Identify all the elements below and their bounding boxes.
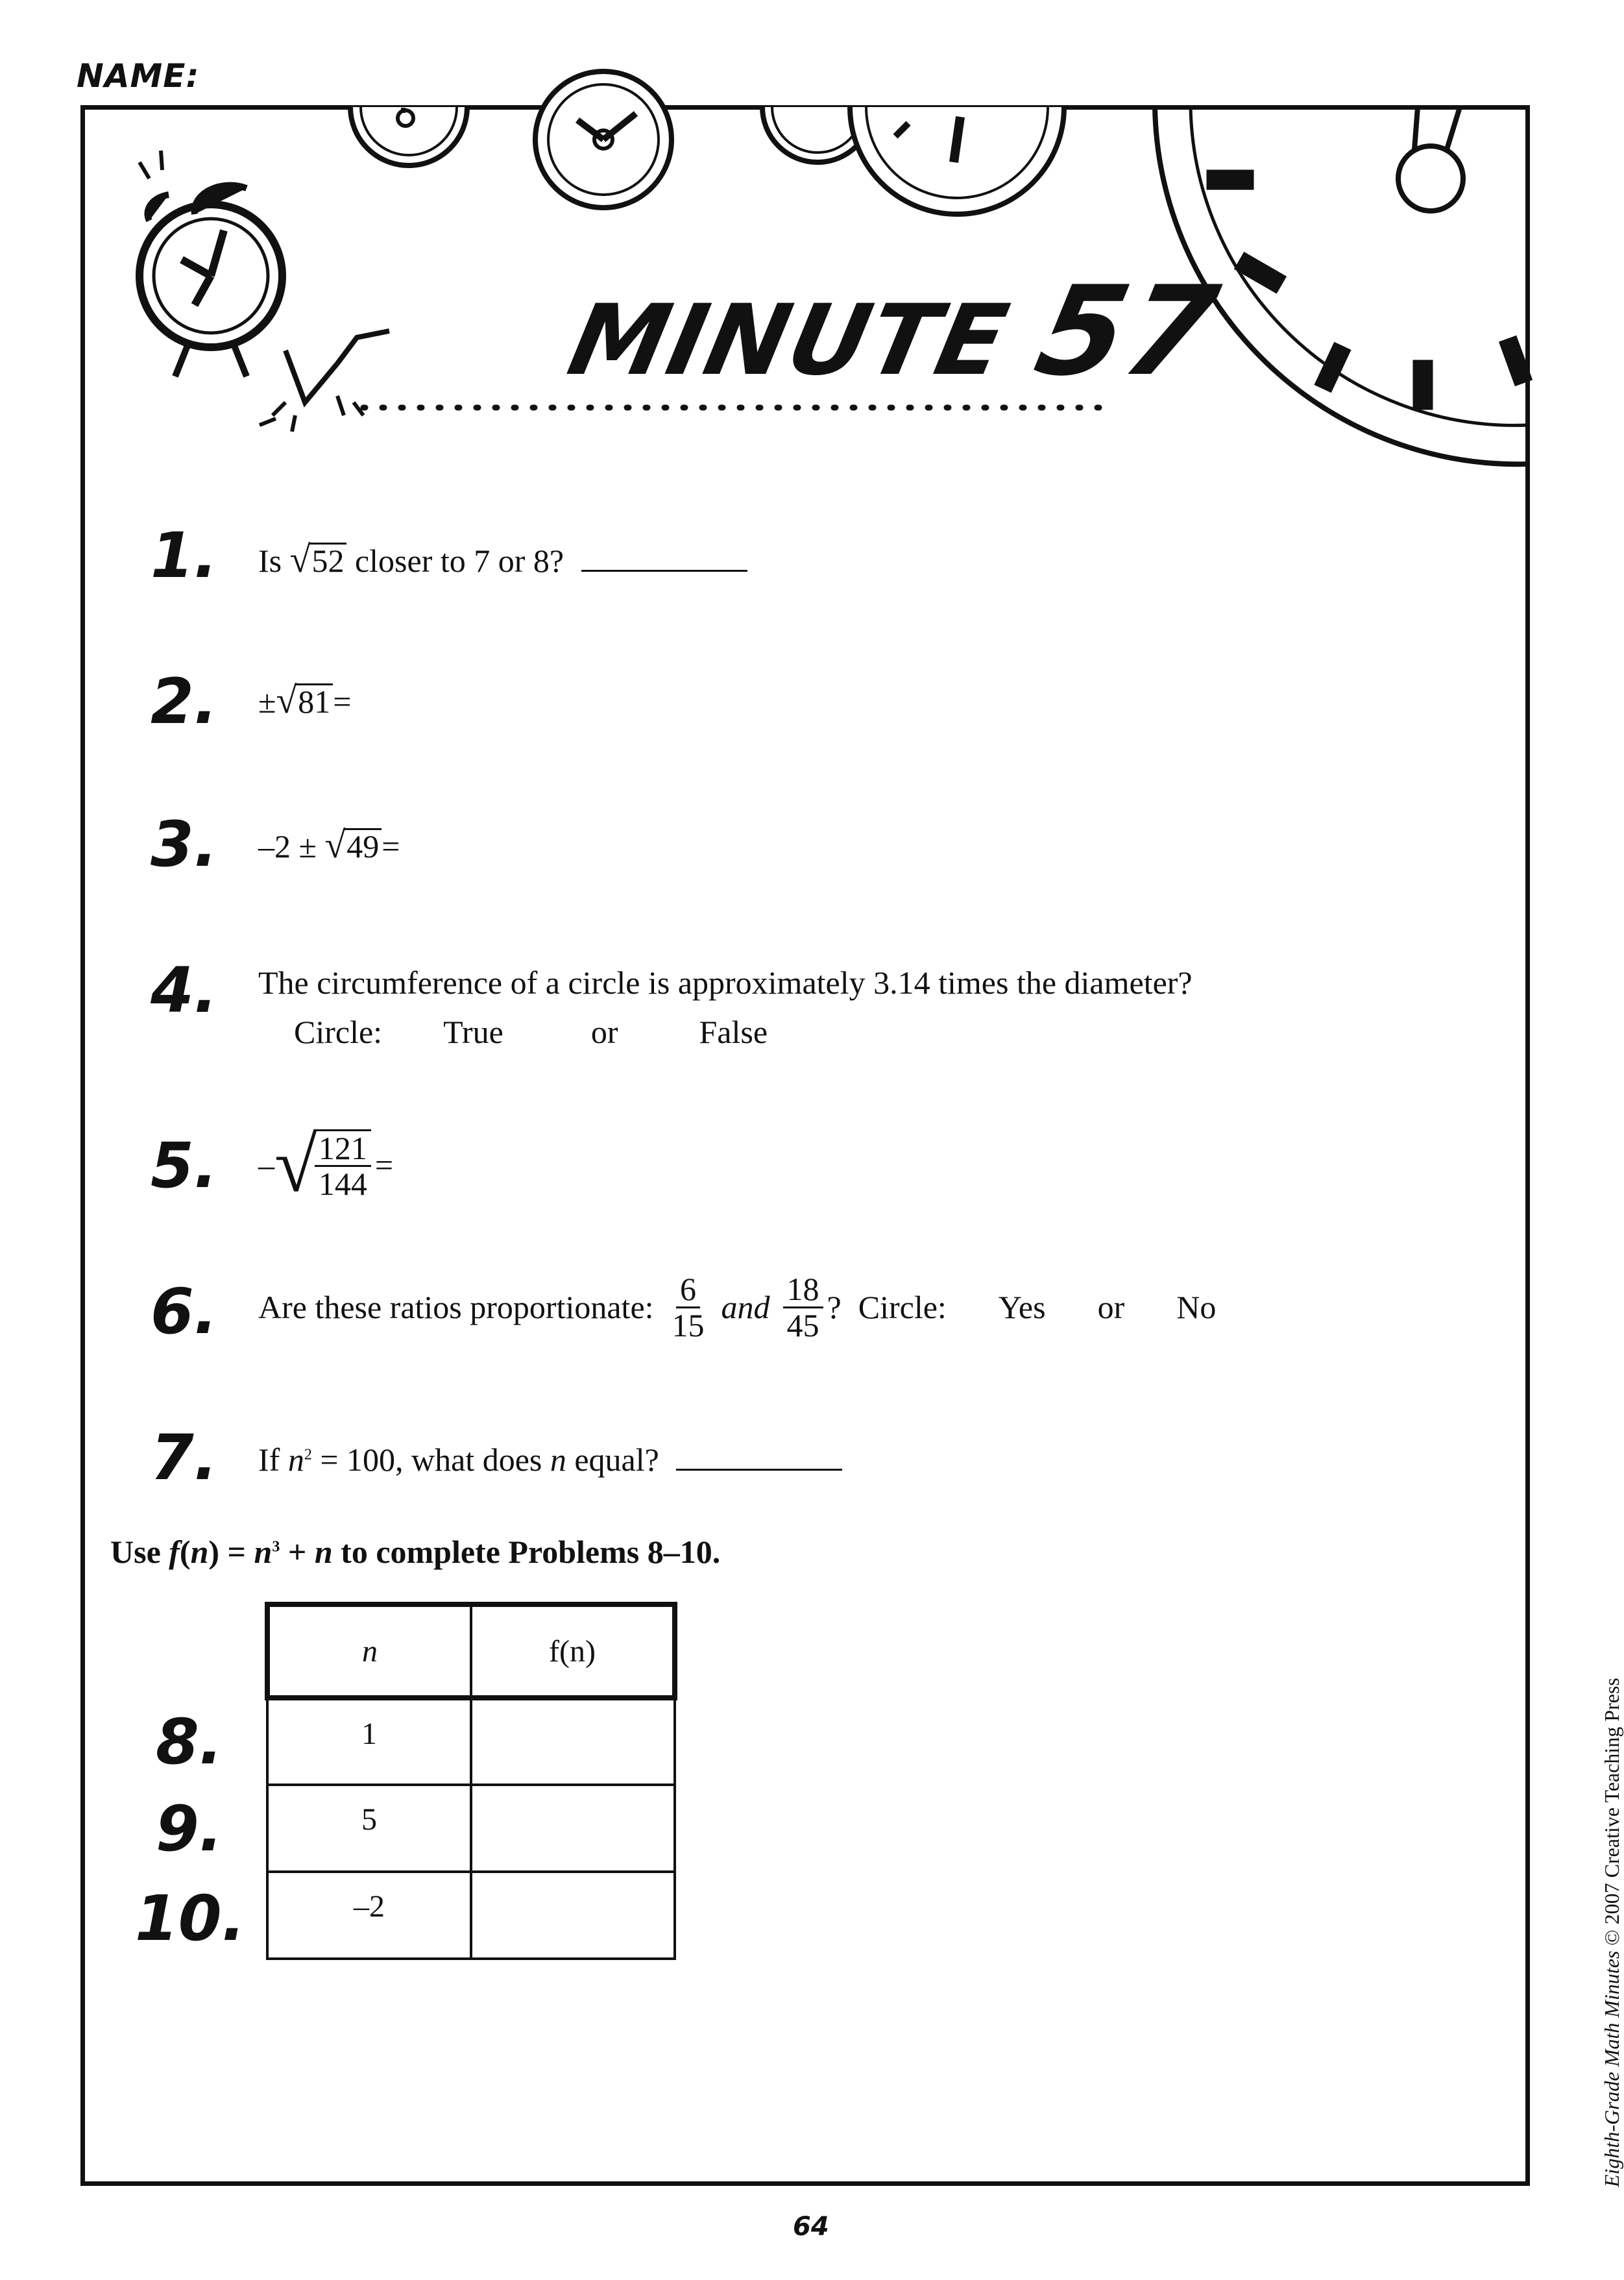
option-no[interactable]: No bbox=[1176, 1289, 1217, 1325]
question-7 bbox=[258, 1441, 842, 1478]
question-text: closer to 7 or 8? bbox=[354, 543, 564, 579]
question-number: 9. bbox=[156, 1793, 223, 1865]
variable-n: n bbox=[314, 1534, 333, 1570]
answer-blank[interactable] bbox=[676, 1443, 842, 1471]
exponent: 3 bbox=[272, 1538, 280, 1556]
table-header-row bbox=[267, 1604, 675, 1698]
question-number: 8. bbox=[156, 1706, 223, 1778]
radical-sign: √ bbox=[276, 679, 297, 721]
instruction: Use $f(n) = n^3 + n$ to complete Problems 8–10. bbox=[110, 1534, 721, 1570]
question-1 bbox=[258, 537, 747, 581]
question-number: 3. bbox=[151, 808, 218, 881]
fraction bbox=[783, 1272, 823, 1342]
radical-sign: √ bbox=[289, 538, 311, 580]
circle-label: Circle: bbox=[858, 1289, 947, 1325]
and-label: and bbox=[721, 1289, 770, 1325]
instruction-text: to complete Problems 8–10. bbox=[341, 1534, 721, 1570]
variable-n: n bbox=[254, 1534, 273, 1570]
clock-icon bbox=[350, 107, 467, 165]
question-6 bbox=[258, 1272, 1216, 1342]
numerator: 18 bbox=[783, 1272, 823, 1308]
question-number: 6. bbox=[151, 1275, 218, 1348]
question-text: Are these ratios proportionate: bbox=[258, 1289, 654, 1325]
copyright-credit bbox=[1600, 1678, 1624, 2187]
radical-sign: √ bbox=[274, 1122, 317, 1208]
function-f: f bbox=[169, 1534, 180, 1570]
question-text: Is bbox=[258, 543, 282, 579]
alarm-clock-icon bbox=[139, 151, 389, 432]
or-label: or bbox=[1097, 1289, 1125, 1325]
question-number: 2. bbox=[151, 665, 218, 738]
cell-n: 5 bbox=[267, 1785, 471, 1872]
option-false[interactable]: False bbox=[699, 1014, 768, 1050]
option-yes[interactable]: Yes bbox=[998, 1289, 1046, 1325]
answer-blank[interactable] bbox=[581, 544, 747, 572]
cell-n: 1 bbox=[267, 1698, 471, 1785]
title-word: MINUTE bbox=[559, 284, 1018, 397]
cell-n: –2 bbox=[267, 1872, 471, 1959]
numerator: 6 bbox=[676, 1272, 700, 1308]
book-title: Eighth-Grade Math Minutes bbox=[1600, 1950, 1623, 2187]
option-true[interactable]: True bbox=[443, 1014, 503, 1050]
question-3 bbox=[258, 823, 400, 866]
circle-label: Circle: bbox=[294, 1014, 383, 1050]
cell-fn-answer[interactable] bbox=[471, 1872, 675, 1959]
question-text: –2 ± bbox=[258, 828, 317, 864]
question-2 bbox=[258, 678, 352, 722]
fraction bbox=[315, 1129, 371, 1201]
variable-n: n bbox=[550, 1441, 566, 1478]
table-row bbox=[267, 1698, 675, 1785]
question-text: The circumference of a circle is approximately 3.14 times the diameter? bbox=[258, 964, 1193, 1001]
question-text: equal? bbox=[574, 1441, 659, 1478]
exponent: 2 bbox=[304, 1446, 312, 1464]
table-row bbox=[267, 1872, 675, 1959]
question-mark: ? bbox=[827, 1289, 842, 1325]
radicand: 81 bbox=[295, 683, 333, 718]
instruction-text: ) = bbox=[208, 1534, 247, 1570]
equals-sign: = bbox=[374, 1147, 394, 1183]
plus-minus-sign: ± bbox=[258, 683, 276, 720]
question-4 bbox=[258, 964, 1193, 1051]
clock-icon bbox=[850, 107, 1064, 214]
clock-illustrations bbox=[0, 0, 1617, 493]
numerator: 121 bbox=[315, 1131, 371, 1168]
minus-sign: – bbox=[258, 1147, 274, 1183]
question-number: 1. bbox=[151, 519, 218, 592]
question-text: = 100, what does bbox=[320, 1441, 542, 1478]
equals-sign: = bbox=[382, 828, 400, 864]
radical-sign: √ bbox=[324, 824, 346, 866]
or-label: or bbox=[590, 1014, 618, 1050]
question-number: 5. bbox=[151, 1129, 218, 1202]
page-number: 64 bbox=[793, 2212, 829, 2242]
radicand: 52 bbox=[309, 543, 346, 577]
fraction bbox=[668, 1272, 709, 1342]
cell-fn-answer[interactable] bbox=[471, 1698, 675, 1785]
page-title bbox=[559, 260, 1230, 403]
plus-sign: + bbox=[287, 1534, 307, 1570]
column-header-n: n bbox=[267, 1604, 471, 1698]
question-5 bbox=[258, 1122, 394, 1208]
variable-n: n bbox=[287, 1441, 304, 1478]
denominator: 144 bbox=[318, 1166, 367, 1202]
copyright-text: © 2007 Creative Teaching Press bbox=[1600, 1678, 1623, 1946]
denominator: 45 bbox=[786, 1306, 819, 1343]
variable-n: n bbox=[190, 1534, 209, 1570]
instruction-text: Use bbox=[110, 1534, 161, 1570]
name-label: NAME: bbox=[77, 57, 200, 95]
question-number: 4. bbox=[151, 954, 218, 1027]
question-number: 10. bbox=[135, 1882, 246, 1955]
denominator: 15 bbox=[672, 1306, 705, 1343]
equals-sign: = bbox=[333, 683, 352, 720]
question-text: If bbox=[258, 1441, 280, 1478]
radicand: 49 bbox=[344, 828, 382, 863]
column-header-fn: f(n) bbox=[471, 1604, 675, 1698]
clock-icon bbox=[535, 71, 672, 208]
function-table bbox=[265, 1602, 677, 1960]
question-number: 7. bbox=[151, 1421, 218, 1494]
table-row bbox=[267, 1785, 675, 1872]
cell-fn-answer[interactable] bbox=[471, 1785, 675, 1872]
minute-number: 57 bbox=[1024, 260, 1230, 403]
